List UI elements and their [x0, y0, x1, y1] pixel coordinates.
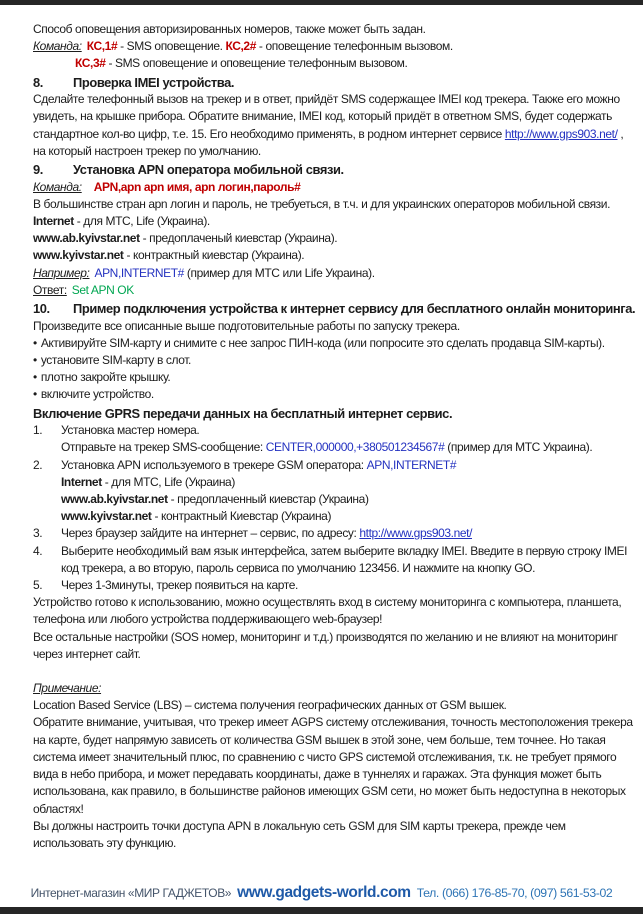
list-text: Через 1-3минуты, трекер появиться на карте. [61, 578, 298, 593]
top-border-bar [0, 0, 643, 5]
apn-desc: - для МТС, Life (Украина). [73, 214, 210, 229]
page-footer [0, 884, 643, 902]
sms-command-kc2: КС,2# [225, 39, 256, 54]
bullet-text: включите устройство. [40, 387, 154, 402]
intro-text: Способ оповещения авторизированных номеров, также может быть задан. [33, 22, 426, 36]
apn-option-internet-2 [33, 474, 637, 491]
bullet-icon: • [33, 387, 37, 402]
store-name: Интернет-магазин «МИР ГАДЖЕТОВ» [30, 886, 232, 900]
example-line [33, 265, 637, 282]
body-text: Location Based Service (LBS) – система получения географических данных от GSM вышек. [33, 698, 507, 713]
section-10-intro [33, 318, 637, 335]
apn-option-ab-kyivstar-2 [33, 491, 637, 508]
apn-desc: - для МТС, Life (Украина) [101, 474, 235, 489]
intro-paragraph [33, 21, 637, 38]
list-item-5 [33, 577, 637, 594]
list-text: Выберите необходимый вам язык интерфейса, затем выберите вкладку IMEI. Введите в первую строку IMEI код трекера, а во вторую, пароль сервиса по умолчанию 123456. И нажмите на кнопку GO. [61, 543, 630, 575]
example-desc: (пример для МТС или Life Украина). [183, 265, 375, 280]
apn-desc: - предоплаченный киевстар (Украина) [167, 492, 369, 507]
document-content [33, 21, 637, 852]
apn-option-kyivstar-2 [33, 508, 637, 525]
note-apn-paragraph [33, 818, 637, 852]
list-number: 1. [33, 423, 43, 438]
answer-line [33, 282, 637, 299]
apn-name: Internet [33, 214, 74, 229]
apn-desc: - контрактный киевстар (Украина). [123, 248, 305, 263]
section-title: Проверка IMEI устройства. [73, 74, 235, 90]
section-title: Установка APN оператора мобильной связи. [73, 162, 344, 178]
body-text: Обратите внимание, учитывая, что трекер имеет AGPS систему отслеживания, точность местоположения трекера на карте, будет напрямую зависеть от количества GSM вышек в этой зоне, чем больше, тем точнее. Но такая система имеет значительный плюс, по сравнению с чисто GPS системой отслеживания, т.к. не требует прямого вида в небо прибора, и может передавать координаты, даже в туннелях и гаражах. Эта функция может быть использована, как правило, в большинстве районов имеющих GSM сети, но может быть недоступна в некоторых областях! [33, 715, 636, 816]
bullet-item [33, 352, 637, 369]
bullet-icon: • [33, 353, 37, 368]
apn-name: www.ab.kyivstar.net [61, 492, 168, 507]
answer-text: Set APN OK [71, 282, 134, 297]
center-command: CENTER,000000,+380501234567# [265, 440, 445, 455]
bullet-text: установите SIM-карту в слот. [40, 353, 191, 368]
section-title: Включение GPRS передачи данных на бесплатный интернет сервис. [33, 405, 453, 421]
body-text: Все остальные настройки (SOS номер, мониторинг и т.д.) производятся по желанию и не влияют на мониторинг через интернет сайт. [33, 629, 621, 661]
apn-option-internet [33, 213, 637, 230]
bottom-border-bar [0, 907, 643, 914]
command-label: Команда: [33, 179, 82, 194]
apn-name: www.kyivstar.net [33, 248, 124, 263]
apn-internet-command: APN,INTERNET# [94, 265, 184, 280]
answer-label: Ответ: [33, 282, 67, 297]
command-desc: - SMS оповещение и оповещение телефонным вызовом. [105, 56, 408, 71]
gprs-heading [33, 405, 637, 423]
body-text: Произведите все описанные выше подготовительные работы по запуску трекера. [33, 318, 460, 333]
sms-command-kc1: КС,1# [86, 39, 118, 54]
apn-desc: - контрактный Киевстар (Украина) [151, 509, 332, 524]
list-text [61, 457, 637, 474]
section-8-heading [33, 74, 637, 92]
apn-name: www.kyivstar.net [61, 509, 152, 524]
apn-internet-command: APN,INTERNET# [366, 457, 457, 472]
note-label: Примечание: [33, 681, 102, 696]
list-item-2 [33, 457, 637, 474]
list-number: 5. [33, 578, 43, 593]
example-label: Например: [33, 265, 90, 280]
body-text: Отправьте на трекер SMS-сообщение: [61, 440, 266, 455]
command-line-kc12 [33, 38, 637, 55]
apn-name: www.ab.kyivstar.net [33, 231, 140, 246]
command-line-kc3 [33, 55, 637, 72]
body-text: Вы должны настроить точки доступа APN в локальную сеть GSM для SIM карты трекера, прежде чем использовать эту функцию. [33, 818, 569, 850]
gps903-link[interactable]: http://www.gps903.net/ [504, 126, 618, 141]
note-body [33, 714, 637, 817]
apn-option-kyivstar [33, 247, 637, 264]
store-phones: Тел. (066) 176-85-70, (097) 561-53-02 [416, 886, 613, 900]
list-number: 4. [33, 543, 43, 558]
body-text: Сделайте телефонный вызов на трекер и в ответ, прийдёт SMS содержащее IMEI код трекера. Также его можно увидеть, на крышке прибора. Обратите внимание, IMEI код, который придёт в ответном SMS, будет содержать стандартное кол-во цифр, т.е. 15. Его необходимо применять, в родном интернет сервисе [33, 92, 623, 141]
apn-name: Internet [61, 474, 102, 489]
body-text: , на который настроен трекер по умолчанию. [33, 126, 627, 158]
bullet-text: плотно закройте крышку. [40, 370, 171, 385]
section-title: Пример подключения устройства к интернет сервису для бесплатного онлайн мониторинга. [73, 301, 636, 317]
section-10-heading [33, 300, 637, 318]
section-9-body [33, 196, 637, 213]
list-text [61, 525, 637, 542]
body-text: Через браузер зайдите на интернет – сервис, по адресу: [61, 526, 360, 541]
section-8-body [33, 91, 637, 160]
section-number: 10. [33, 301, 50, 317]
bullet-text: Активируйте SIM-карту и снимите с нее запрос ПИН-кода (или попросите это сделать продавца SIM-карты). [40, 335, 605, 350]
bullet-icon: • [33, 335, 37, 350]
apn-desc: - предоплаченый киевстар (Украина). [139, 231, 338, 246]
apn-command: APN,apn apn имя, apn логин,пароль# [93, 179, 301, 194]
apn-option-ab-kyivstar [33, 230, 637, 247]
section-9-heading [33, 161, 637, 179]
sms-command-kc3: КС,3# [75, 56, 106, 71]
body-text: Установка APN используемого в трекере GSM оператора: [61, 457, 367, 472]
note-label-line [33, 680, 637, 697]
gps903-link[interactable]: http://www.gps903.net/ [359, 526, 472, 541]
body-text: (пример для МТС Украина). [444, 440, 593, 455]
list-number: 3. [33, 526, 43, 541]
list-text: Установка мастер номера. [61, 423, 200, 438]
list-number: 2. [33, 457, 43, 472]
section-number: 9. [33, 162, 43, 178]
bullet-item [33, 335, 637, 352]
bullet-item [33, 386, 637, 403]
body-text: В большинстве стран apn логин и пароль, не требуеться, в т.ч. и для украинских операторов мобильной связи. [33, 196, 611, 211]
list-item-4 [33, 543, 637, 577]
command-label: Команда: [33, 39, 82, 54]
list-item-1-sub [33, 439, 637, 456]
command-desc: - SMS оповещение. [117, 39, 226, 54]
list-item-3 [33, 525, 637, 542]
note-lbs-line [33, 697, 637, 714]
command-desc: - оповещение телефонным вызовом. [255, 39, 453, 54]
body-text: Устройство готово к использованию, можно осуществлять вход в систему мониторинга с компьютера, планшета, телефона или любого устройства поддерживающего web-браузер! [33, 595, 625, 627]
section-number: 8. [33, 74, 43, 90]
other-settings-paragraph [33, 629, 637, 663]
ready-paragraph [33, 594, 637, 628]
store-website-link[interactable]: www.gadgets-world.com [237, 884, 411, 901]
bullet-item [33, 369, 637, 386]
list-item-1 [33, 422, 637, 439]
bullet-icon: • [33, 370, 37, 385]
blank-line [33, 663, 637, 680]
command-line-apn [33, 179, 637, 196]
